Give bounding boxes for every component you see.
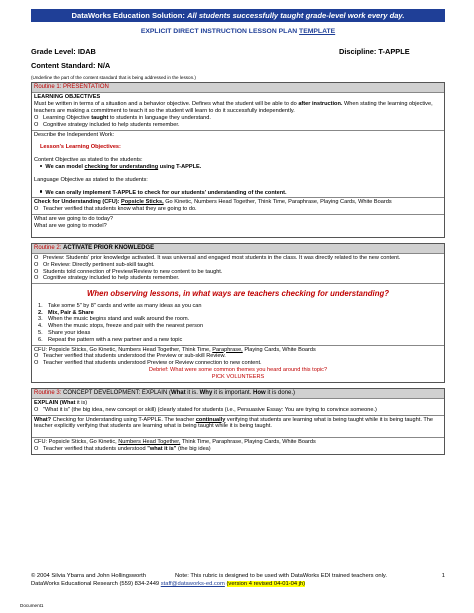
learning-objectives-heading: LEARNING OBJECTIVES <box>34 94 101 101</box>
checklist-item: O Teacher verified that students know what they are going to do. <box>34 206 197 213</box>
checkbox-icon: O <box>34 254 39 261</box>
content-objective-label: Content Objective as stated to the students: <box>34 157 143 164</box>
what-text: What? Checking for Understanding using T-APPLE. The teacher continually verifying that students are learning what is being taught while it is being taught. The teacher explicitly verifying that students are learning what is being taught while it is being taught. <box>34 416 433 430</box>
routine-1-header <box>32 83 444 93</box>
checklist-item: O Learning Objective taught to students in language they understand. <box>34 114 211 121</box>
checkbox-icon: O <box>34 446 39 452</box>
step-item: 4. When the music stops, freeze and pair with the nearest person <box>38 323 204 330</box>
cfu-line: CFU: Popsicle Sticks, Go Kinetic, Numbers Head Together, Think Time, Paraphrase, Playing Cards, White Boards <box>34 439 316 446</box>
observation-question: When observing lessons, in what ways are teachers checking for understanding? <box>87 289 389 299</box>
step-item: 2. Mix, Pair & Share <box>38 309 94 316</box>
routine-2-cfu-cell <box>32 346 444 382</box>
checkbox-icon: O <box>34 268 39 275</box>
independent-work-cell <box>32 131 444 199</box>
checklist-item: O Teacher verified that students understood Preview or Review connection to new content. <box>34 360 262 367</box>
step-item: 5. Share your ideas <box>38 329 91 336</box>
routine-2-section <box>31 243 445 383</box>
question-today: What are we going to do today? <box>34 216 113 222</box>
rubric-note: Note: This rubric is designed to be used with DataWorks EDI trained teachers only. <box>175 573 388 579</box>
document-title <box>31 28 445 36</box>
routine-3-section <box>31 388 445 455</box>
what-cell <box>32 416 444 439</box>
routine-1-name: PRESENTATION <box>63 84 109 91</box>
step-item: 3. When the music begins stand and walk around the room. <box>38 316 190 323</box>
version-label: (version 4 revised 04-01-04 jh) <box>226 581 306 587</box>
pick-volunteers: PICK VOLUNTEERS <box>211 373 265 380</box>
title-template-link[interactable]: TEMPLATE <box>299 28 336 36</box>
routine-2-name: ACTIVATE PRIOR KNOWLEDGE <box>63 244 155 251</box>
grade-level: Grade Level: IDAB <box>31 46 96 56</box>
banner-prefix: DataWorks Education Solution: <box>71 11 185 20</box>
copyright: © 2004 Silvia Ybarra and John Hollingsworth <box>31 573 147 579</box>
debrief-question: Debrief: What were some common themes you heard around this topic? <box>148 367 328 373</box>
routine-3-number: Routine 3: <box>34 389 62 396</box>
language-objective-bullet: We can orally implement T-APPLE to check for our students' understanding of the content. <box>34 190 442 197</box>
activity-cell <box>32 284 444 345</box>
checkbox-icon: O <box>34 360 39 367</box>
underline-note: (Underline the part of the content standard that is being addressed in the lesson.) <box>31 74 196 80</box>
checklist-item: O Cognitive strategy included to help students remember. <box>34 121 180 128</box>
header-banner <box>31 9 445 22</box>
cfu-line: Check for Understanding (CFU): Popsicle Sticks, Go Kinetic, Numbers Head Together, Think Time, Paraphrase, Playing Cards, White Boards <box>34 199 392 206</box>
checklist-item: O Teacher verified that students understood "what it is" (the big idea) <box>34 446 211 452</box>
routine-2-number: Routine 2: <box>34 244 62 251</box>
routine-1-number: Routine 1: <box>34 84 62 91</box>
title-main: EXPLICIT DIRECT INSTRUCTION LESSON PLAN <box>140 28 298 36</box>
learning-objectives-cell <box>32 93 444 130</box>
routine-3-header <box>32 389 444 399</box>
language-objective-label: Language Objective as stated to the students: <box>34 176 148 183</box>
page-number: 1 <box>441 573 445 579</box>
routine-3-name: CONCEPT DEVELOPMENT: EXPLAIN (What it is. Why it is important. How it is done.) <box>63 389 296 396</box>
checkbox-icon: O <box>34 275 39 282</box>
checkbox-icon: O <box>34 406 39 413</box>
bullet-icon <box>40 165 42 167</box>
prior-knowledge-cell <box>32 254 444 284</box>
routine-3-cfu-cell <box>32 438 444 454</box>
checkbox-icon: O <box>34 353 39 360</box>
checkbox-icon: O <box>34 206 39 213</box>
checklist-item: O Or Review: Directly pertinent sub-skill taught. <box>34 261 155 268</box>
step-item: 1. Take some 5" by 8" cards and write as many ideas as you can <box>38 302 202 309</box>
explain-heading: EXPLAIN (What it is) <box>34 399 88 406</box>
lesson-meta <box>31 43 445 73</box>
routine-2-header <box>32 244 444 254</box>
checklist-item: O "What it is" (the big idea, new concept or skill) (clearly stated for students (i.e., Persuasive Essay: You are trying to convince someone.) <box>34 406 377 413</box>
explain-cell <box>32 399 444 416</box>
document-name: Document1 <box>20 603 44 608</box>
content-standard: Content Standard: N/A <box>31 60 111 70</box>
staff-email-link[interactable]: staff@dataworks-ed.com <box>160 581 225 587</box>
checklist-item: O Teacher verified that students understood the Preview or sub-skill Review. <box>34 353 226 360</box>
checkbox-icon: O <box>34 121 39 128</box>
cfu-line: CFU: Popsicle Sticks, Go Kinetic, Numbers Head Together, Think Time, Paraphrase, Playing Cards, White Boards <box>34 346 316 353</box>
question-model: What are we going to model? <box>34 222 107 229</box>
routine-1-section <box>31 82 445 238</box>
checklist-item: O Cognitive strategy included to help students remember. <box>34 275 180 282</box>
activity-steps <box>34 303 442 344</box>
content-objective-bullet: We can model checking for understanding using T-APPLE. <box>34 164 442 171</box>
checkbox-icon: O <box>34 261 39 268</box>
step-item: 6. Repeat the pattern with a new partner and a new topic <box>38 336 183 343</box>
checkbox-icon: O <box>34 114 39 121</box>
lessons-objectives-label: Lesson's Learning Objectives: <box>40 144 121 151</box>
cfu-cell <box>32 198 444 215</box>
checklist-item: O Preview: Students' prior knowledge activated. It was universal and engaged most students in the class. It was directly related to the new content. <box>34 254 401 261</box>
bullet-icon <box>40 190 42 192</box>
learning-objectives-text: Must be written in terms of a situation and a behavior objective. Defines what the student will be able to do after instruction. When stating the learning objective, teachers are making a commitment to teach it so the student will learn to do it successfully independently. <box>34 101 433 115</box>
questions-cell <box>32 215 444 237</box>
describe-independent-work: Describe the Independent Work: <box>34 131 115 138</box>
footer-org: DataWorks Educational Research (559) 834-2449 staff@dataworks-ed.com (version 4 revised 04-01-04 jh) <box>31 581 306 587</box>
banner-tagline: All students successfully taught grade-level work every day. <box>187 11 405 20</box>
discipline: Discipline: T-APPLE <box>339 46 410 56</box>
checklist-item: O Students told connection of Preview/Review to new content to be taught. <box>34 268 223 275</box>
page-footer <box>31 573 445 589</box>
